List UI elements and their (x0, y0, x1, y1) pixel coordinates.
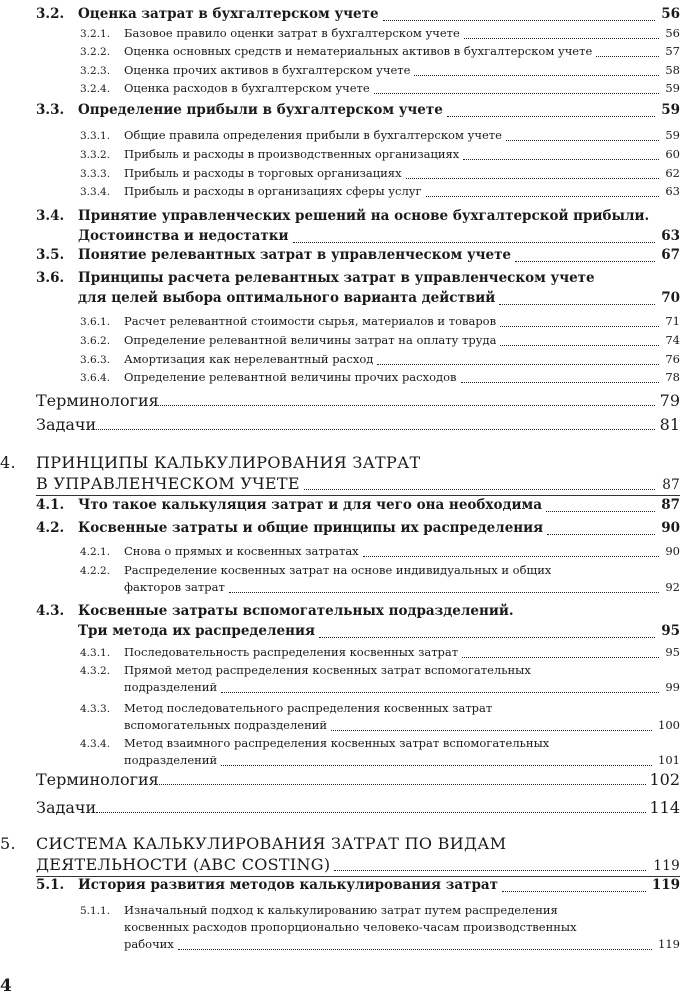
toc-page-number: 119 (651, 877, 680, 893)
toc-number: 3.2.1. (80, 28, 111, 40)
toc-number: 3.6.3. (80, 354, 111, 366)
toc-title-line: Определение релевантной величины прочих расходов (124, 370, 457, 384)
toc-number: 3.6. (36, 270, 65, 286)
toc-title-line: Последовательность распределения косвенных затрат (124, 645, 459, 659)
toc-number: 4.3.1. (80, 647, 111, 659)
toc-number: 5.1. (36, 877, 65, 893)
toc-page-number: 90 (661, 520, 680, 536)
dot-leader (499, 304, 655, 305)
dot-leader (515, 261, 655, 262)
toc-title-line: Метод последовательного распределения косвенных затрат (124, 701, 493, 715)
toc-number: 3.2. (36, 6, 65, 22)
toc-title-line: Базовое правило оценки затрат в бухгалтерском учете (124, 26, 460, 40)
dot-leader (229, 592, 660, 593)
toc-number: 3.3.1. (80, 130, 111, 142)
toc-number: 4.2.2. (80, 565, 111, 577)
toc-title-line: Что такое калькуляция затрат и для чего она необходима (78, 497, 542, 513)
chapter-rule (36, 495, 680, 496)
toc-number: 4.3.4. (80, 738, 111, 750)
toc-title-line: В УПРАВЛЕНЧЕСКОМ УЧЕТЕ (36, 474, 300, 493)
toc-title-line: Амортизация как нерелевантный расход (124, 352, 374, 366)
toc-title-line: Задачи (36, 798, 97, 817)
toc-title-line: Косвенные затраты и общие принципы их распределения (78, 520, 544, 536)
dot-leader (319, 637, 655, 638)
toc-page-number: 74 (665, 333, 680, 347)
toc-title-line: Оценка затрат в бухгалтерском учете (78, 6, 379, 22)
toc-page-number: 87 (661, 497, 680, 513)
toc-number: 3.3.2. (80, 149, 111, 161)
page-number: 4 (0, 976, 12, 996)
toc-title-line: Косвенные затраты вспомогательных подразделений. (78, 603, 514, 619)
dot-leader (96, 812, 646, 813)
toc-title-line: Принятие управленческих решений на основе бухгалтерской прибыли. (78, 208, 650, 224)
dot-leader (304, 489, 655, 490)
toc-title-line: История развития методов калькулирования затрат (78, 877, 499, 893)
toc-title-line: Снова о прямых и косвенных затратах (124, 544, 359, 558)
toc-number: 4.1. (36, 497, 65, 513)
dot-leader (155, 784, 645, 785)
toc-title-line: Прибыль и расходы в торговых организациях (124, 166, 402, 180)
toc-number: 4.3.3. (80, 703, 111, 715)
dot-leader (363, 556, 660, 557)
toc-title-line: Расчет релевантной стоимости сырья, материалов и товаров (124, 314, 497, 328)
dot-leader (178, 949, 652, 950)
dot-leader (377, 364, 659, 365)
toc-page-number: 90 (665, 544, 680, 558)
toc-title-line: подразделений (124, 753, 218, 767)
dot-leader (426, 196, 660, 197)
dot-leader (406, 178, 660, 179)
dot-leader (221, 692, 659, 693)
toc-title-line: подразделений (124, 680, 218, 694)
dot-leader (331, 730, 652, 731)
toc-number: 3.2.4. (80, 83, 111, 95)
toc-page-number: 78 (665, 370, 680, 384)
toc-title-line: Принципы расчета релевантных затрат в управленческом учете (78, 270, 595, 286)
toc-page-number: 79 (659, 391, 680, 410)
dot-leader (464, 38, 660, 39)
toc-page-number: 102 (649, 770, 680, 789)
toc-page-number: 58 (665, 63, 680, 77)
toc-number: 3.6.4. (80, 372, 111, 384)
toc-page-number: 63 (665, 184, 680, 198)
toc-page-number: 56 (665, 26, 680, 40)
dot-leader (221, 765, 652, 766)
dot-leader (547, 534, 655, 535)
toc-title-line: Распределение косвенных затрат на основе индивидуальных и общих (124, 563, 552, 577)
toc-page-number: 56 (661, 6, 680, 22)
dot-leader (506, 140, 659, 141)
toc-title-line: Понятие релевантных затрат в управленческом учете (78, 247, 512, 263)
toc-page-number: 119 (653, 858, 680, 874)
dot-leader (334, 870, 645, 871)
toc-number: 3.6.1. (80, 316, 111, 328)
toc-number: 3.2.3. (80, 65, 111, 77)
dot-leader (293, 242, 656, 243)
toc-page-number: 62 (665, 166, 680, 180)
toc-title-line: СИСТЕМА КАЛЬКУЛИРОВАНИЯ ЗАТРАТ ПО ВИДАМ (36, 834, 507, 853)
toc-number: 4.3.2. (80, 665, 111, 677)
toc-number: 5.1.1. (80, 905, 111, 917)
toc-page-number: 59 (665, 81, 680, 95)
toc-title-line: рабочих (124, 937, 174, 951)
toc-title-line: Достоинства и недостатки (78, 228, 289, 244)
dot-leader (96, 429, 655, 430)
toc-title-line: Определение прибыли в бухгалтерском учете (78, 102, 443, 118)
toc-title-line: Задачи (36, 415, 97, 434)
dot-leader (155, 405, 655, 406)
toc-page-number: 114 (649, 798, 680, 817)
toc-page-number: 71 (665, 314, 680, 328)
toc-page-number: 57 (665, 44, 680, 58)
toc-number: 3.2.2. (80, 46, 111, 58)
toc-page-number: 81 (659, 415, 680, 434)
toc-title-line: факторов затрат (124, 580, 225, 594)
dot-leader (463, 159, 659, 160)
toc-title-line: Прямой метод распределения косвенных затрат вспомогательных (124, 663, 531, 677)
toc-page-number: 67 (661, 247, 680, 263)
toc-page-number: 59 (665, 128, 680, 142)
toc-title-line: Определение релевантной величины затрат на оплату труда (124, 333, 497, 347)
toc-title-line: Общие правила определения прибыли в бухгалтерском учете (124, 128, 502, 142)
toc-number: 3.5. (36, 247, 65, 263)
toc-title-line: Терминология (36, 391, 159, 410)
toc-page-number: 59 (661, 102, 680, 118)
toc-page-number: 87 (662, 477, 680, 493)
toc-page-number: 63 (661, 228, 680, 244)
dot-leader (502, 891, 646, 892)
toc-page-number: 119 (658, 937, 680, 951)
toc-title-line: Прибыль и расходы в организациях сферы услуг (124, 184, 422, 198)
toc-title-line: Метод взаимного распределения косвенных затрат вспомогательных (124, 736, 550, 750)
dot-leader (546, 511, 655, 512)
toc-number: 3.3. (36, 102, 65, 118)
dot-leader (447, 116, 655, 117)
toc-title-line: для целей выбора оптимального варианта действий (78, 290, 496, 306)
dot-leader (383, 20, 656, 21)
toc-page-number: 92 (665, 580, 680, 594)
toc-number: 4.2. (36, 520, 65, 536)
dot-leader (414, 75, 659, 76)
toc-page-number: 100 (658, 718, 680, 732)
dot-leader (461, 382, 660, 383)
toc-page-number: 101 (658, 753, 680, 767)
toc-number: 4. (0, 453, 16, 472)
toc-number: 5. (0, 834, 16, 853)
toc-page-number: 95 (665, 645, 680, 659)
toc-page-number: 99 (665, 680, 680, 694)
toc-page-number: 60 (665, 147, 680, 161)
toc-title-line: Изначальный подход к калькулированию затрат путем распределения (124, 903, 558, 917)
dot-leader (500, 345, 659, 346)
toc-title-line: Три метода их распределения (78, 623, 315, 639)
toc-title-line: Оценка основных средств и нематериальных активов в бухгалтерском учете (124, 44, 593, 58)
toc-number: 3.3.4. (80, 186, 111, 198)
toc-page-number: 76 (665, 352, 680, 366)
toc-number: 3.6.2. (80, 335, 111, 347)
toc-title-line: ПРИНЦИПЫ КАЛЬКУЛИРОВАНИЯ ЗАТРАТ (36, 453, 421, 472)
toc-title-line: Прибыль и расходы в производственных организациях (124, 147, 460, 161)
toc-page-number: 70 (661, 290, 680, 306)
dot-leader (500, 326, 659, 327)
dot-leader (374, 93, 660, 94)
dot-leader (462, 657, 659, 658)
toc-number: 4.3. (36, 603, 65, 619)
toc-number: 3.3.3. (80, 168, 111, 180)
toc-title-line: Терминология (36, 770, 159, 789)
toc-title-line: вспомогательных подразделений (124, 718, 328, 732)
toc-title-line: ДЕЯТЕЛЬНОСТИ (ABC COSTING) (36, 855, 331, 874)
toc-number: 4.2.1. (80, 546, 111, 558)
toc-title-line: Оценка расходов в бухгалтерском учете (124, 81, 370, 95)
toc-title-line: косвенных расходов пропорционально человеко-часам производственных (124, 920, 577, 934)
dot-leader (596, 56, 659, 57)
toc-title-line: Оценка прочих активов в бухгалтерском учете (124, 63, 411, 77)
toc-page-number: 95 (661, 623, 680, 639)
toc-number: 3.4. (36, 208, 65, 224)
